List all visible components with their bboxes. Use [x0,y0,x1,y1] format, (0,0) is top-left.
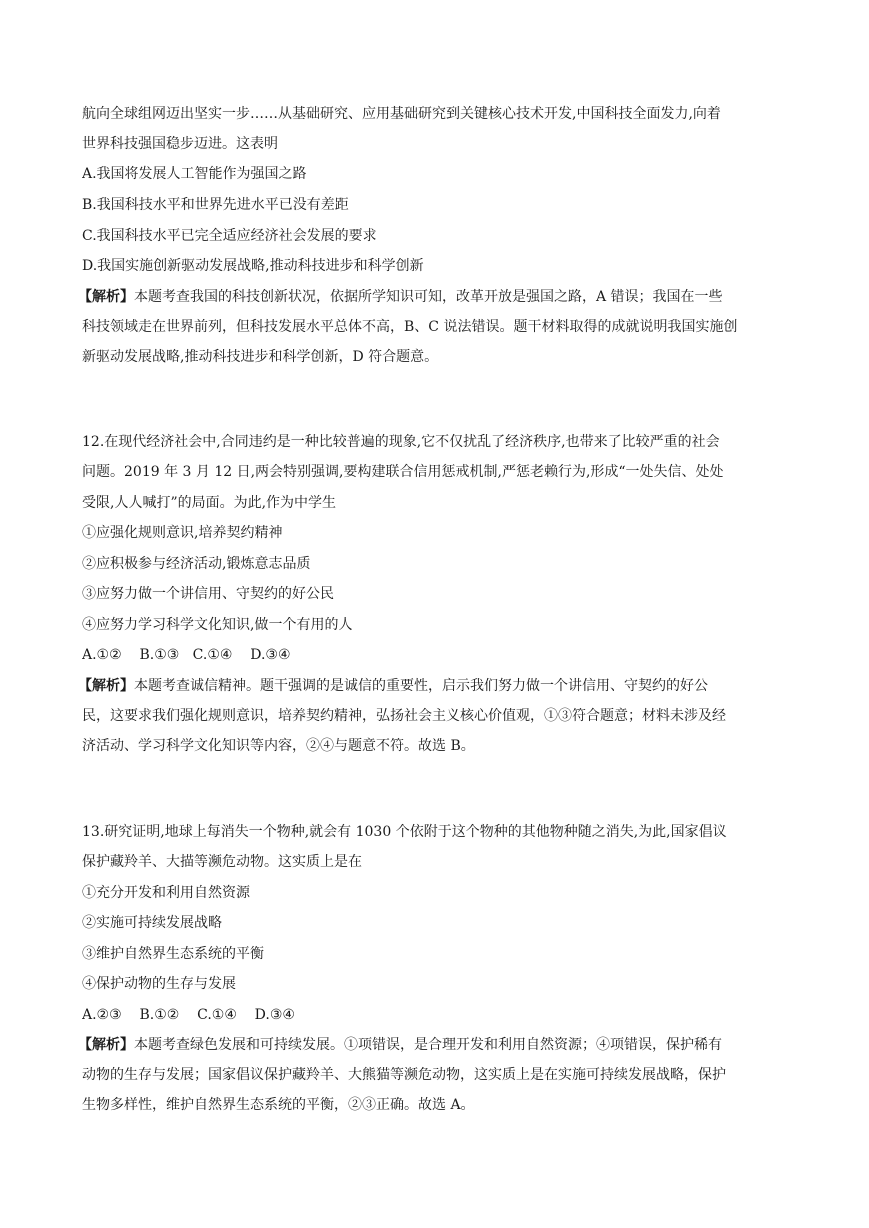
q12-stem-line-3: 受限,人人喊打”的局面。为此,作为中学生 [82,495,337,511]
q12-analysis-line-3: 济活动、学习科学文化知识等内容，②④与题意不符。故选 B。 [82,738,475,754]
q11-stem-line-1: 航向全球组网迈出坚实一步……从基础研究、应用基础研究到关键核心技术开发,中国科技全面发力,向着 [82,106,721,122]
q11-analysis-line-1 [78,287,794,307]
q11-analysis-line-3: 新驱动发展战略,推动科技进步和科学创新，D 符合题意。 [82,349,439,365]
q12-choices: A.①② B.①③ C.①④ D.③④ [82,647,291,663]
analysis-tag: 【解析】 [78,1037,134,1053]
analysis-tag: 【解析】 [78,289,134,305]
analysis-tag: 【解析】 [78,678,134,694]
q12-stem-line-2: 问题。2019 年 3 月 12 日,两会特别强调,要构建联合信用惩戒机制,严惩老赖行为,形成“一处失信、处处 [82,464,724,480]
q11-option-a: A.我国将发展人工智能作为强国之路 [82,166,307,182]
q12-analysis-line-1 [78,676,794,696]
q13-item-1: ①充分开发和利用自然资源 [82,885,250,901]
analysis-text: 本题考查绿色发展和可持续发展。①项错误，是合理开发和利用自然资源；④项错误，保护稀有 [134,1037,722,1053]
q11-option-b: B.我国科技水平和世界先进水平已没有差距 [82,197,349,213]
q11-stem-line-2: 世界科技强国稳步迈进。这表明 [82,136,278,152]
q11-option-d: D.我国实施创新驱动发展战略,推动科技进步和科学创新 [82,258,424,274]
q13-analysis-line-2: 动物的生存与发展；国家倡议保护藏羚羊、大熊猫等濒危动物，这实质上是在实施可持续发展战略，保护 [82,1067,726,1083]
q13-item-3: ③维护自然界生态系统的平衡 [82,946,264,962]
q12-stem-line-1: 12.在现代经济社会中,合同违约是一种比较普遍的现象,它不仅扰乱了经济秩序,也带来了比较严重的社会 [82,434,720,450]
q13-stem-line-1: 13.研究证明,地球上每消失一个物种,就会有 1030 个依附于这个物种的其他物种随之消失,为此,国家倡议 [82,824,727,840]
analysis-text: 本题考查我国的科技创新状况，依据所学知识可知，改革开放是强国之路，A 错误；我国在一些 [134,289,723,305]
q13-stem-line-2: 保护藏羚羊、大描等濒危动物。这实质上是在 [82,854,362,870]
q12-item-2: ②应积极参与经济活动,锻炼意志品质 [82,556,311,572]
q12-item-3: ③应努力做一个讲信用、守契约的好公民 [82,586,334,602]
q13-analysis-line-3: 生物多样性，维护自然界生态系统的平衡，②③正确。故选 A。 [82,1097,475,1113]
q12-item-1: ①应强化规则意识,培养契约精神 [82,525,283,541]
analysis-text: 本题考查诚信精神。题干强调的是诚信的重要性，启示我们努力做一个讲信用、守契约的好公 [134,678,708,694]
q13-item-2: ②实施可持续发展战略 [82,915,222,931]
q12-item-4: ④应努力学习科学文化知识,做一个有用的人 [82,617,353,633]
q13-item-4: ④保护动物的生存与发展 [82,976,236,992]
q13-analysis-line-1 [78,1035,794,1055]
q12-analysis-line-2: 民，这要求我们强化规则意识，培养契约精神，弘扬社会主义核心价值观，①③符合题意；材料未涉及经 [82,708,726,724]
q11-option-c: C.我国科技水平已完全适应经济社会发展的要求 [82,228,377,244]
q13-choices: A.②③ B.①② C.①④ D.③④ [82,1007,295,1023]
q11-analysis-line-2: 科技领域走在世界前列，但科技发展水平总体不高，B、C 说法错误。题干材料取得的成就说明我国实施创 [82,319,738,335]
